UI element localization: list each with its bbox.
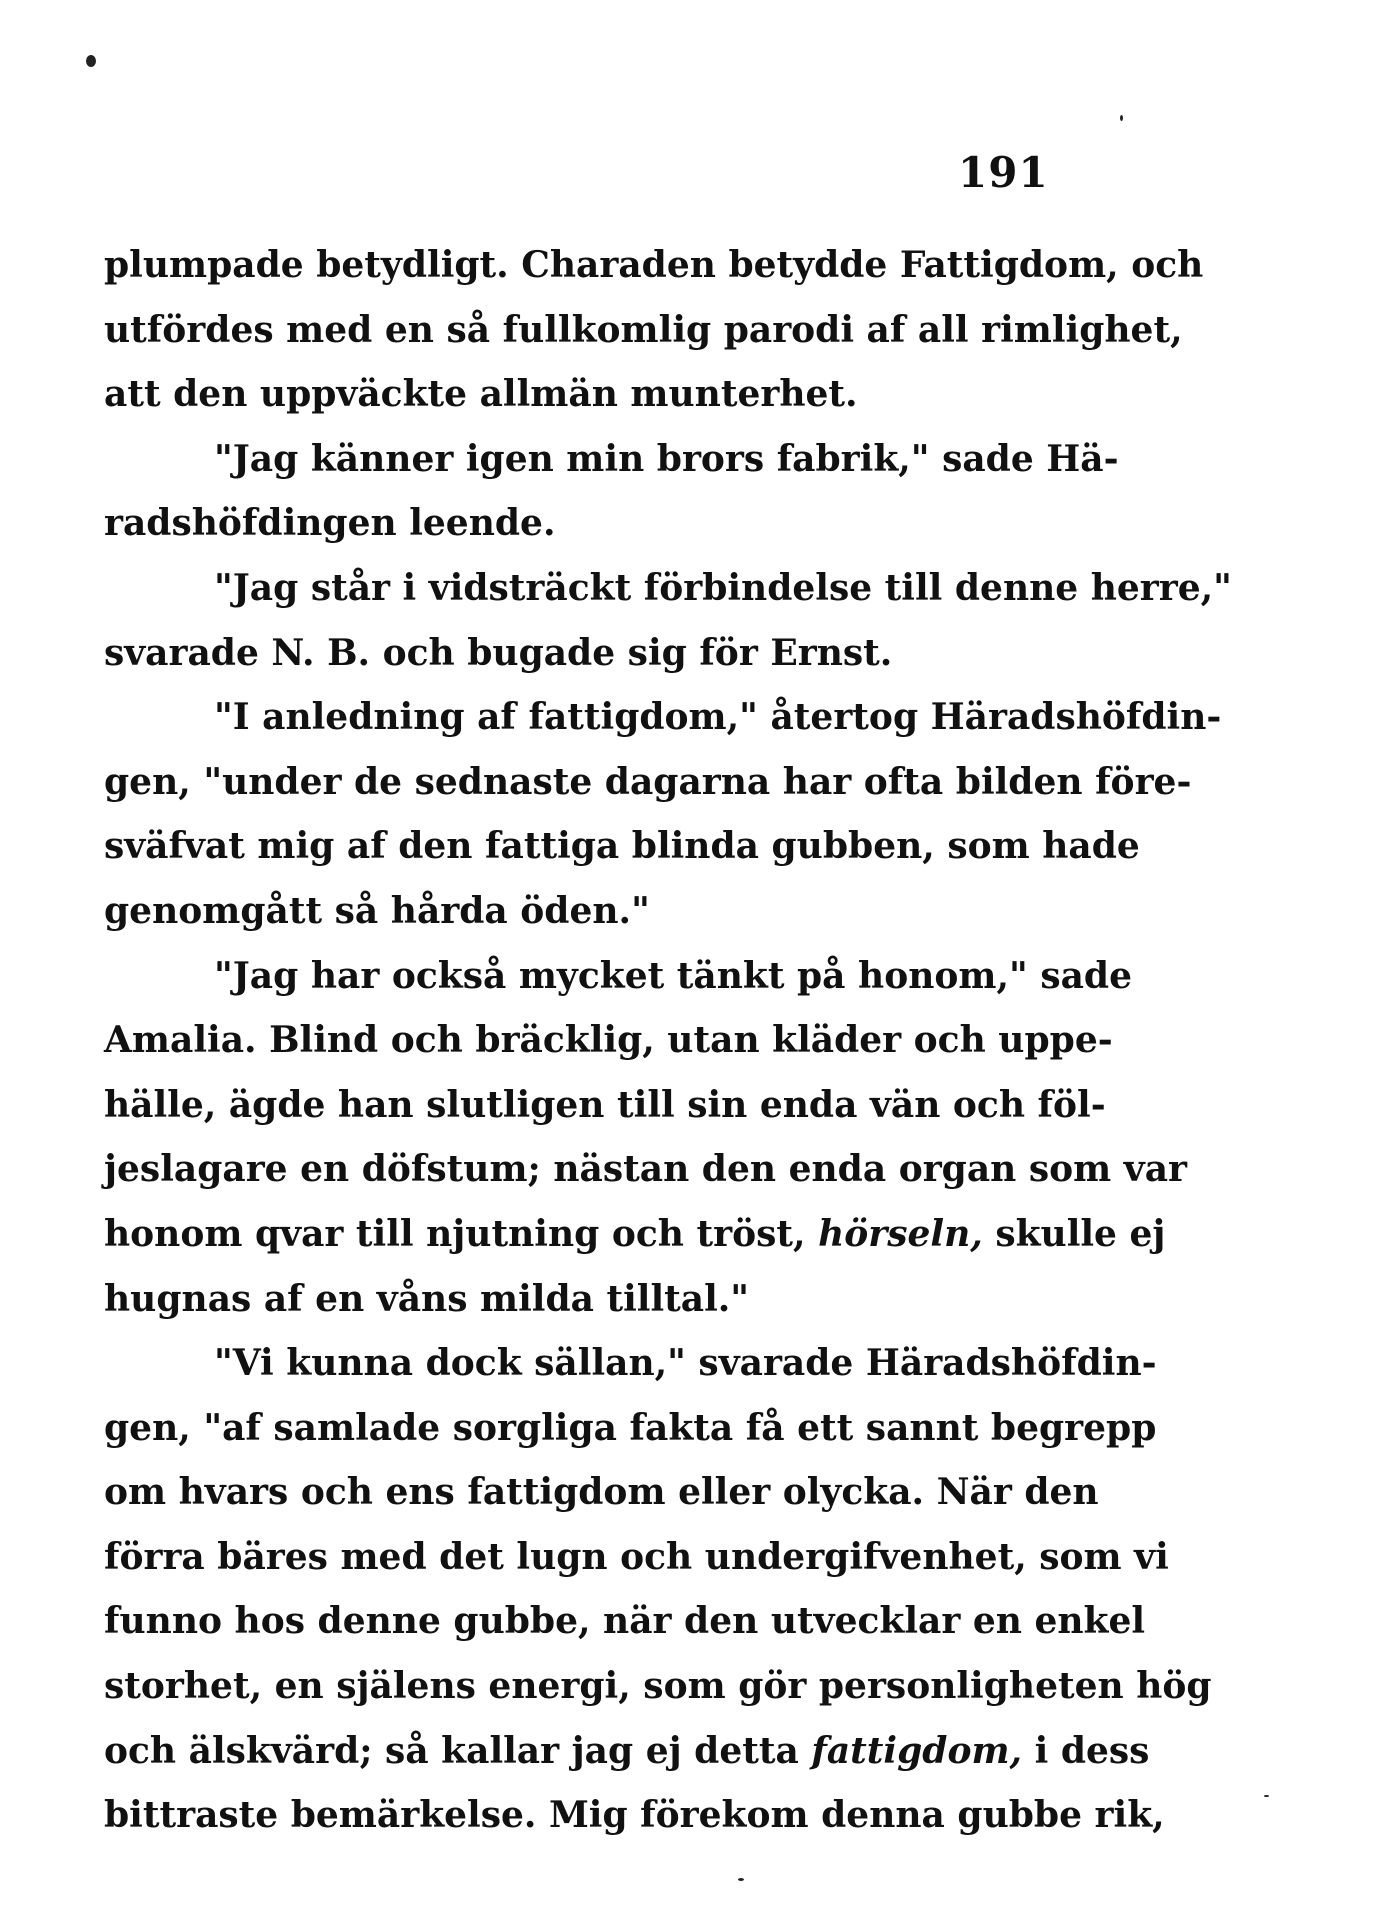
text-line: hugnas af en våns milda tilltal." xyxy=(104,1277,750,1320)
text-line: radshöfdingen leende. xyxy=(104,502,556,545)
text-line: svarade N. B. och bugade sig för Ernst. xyxy=(104,631,893,674)
text-line: "Jag har också mycket tänkt på honom," sade xyxy=(214,954,1132,997)
text-segment: i dess xyxy=(1022,1729,1150,1772)
text-segment: honom qvar till njutning och tröst, xyxy=(104,1212,806,1255)
italic-word: hörseln, xyxy=(818,1212,983,1255)
body-text xyxy=(104,233,1232,1848)
text-line: att den uppväckte allmän munterhet. xyxy=(104,373,858,416)
text-line-with-italic xyxy=(104,1719,1150,1784)
italic-word: fattigdom, xyxy=(811,1729,1023,1772)
text-line: "I anledning af fattigdom," återtog Häradshöfdin- xyxy=(214,696,1222,739)
text-segment: och älskvärd; så kallar jag ej detta xyxy=(104,1729,799,1772)
text-line: plumpade betydligt. Charaden betydde Fattigdom, och xyxy=(104,244,1204,286)
text-line: funno hos denne gubbe, när den utvecklar en enkel xyxy=(104,1600,1146,1643)
page-number: 191 xyxy=(958,148,1049,197)
text-line: gen, "af samlade sorgliga fakta få ett sannt begrepp xyxy=(104,1406,1157,1449)
scan-speck xyxy=(738,1878,744,1881)
text-line: genomgått så hårda öden." xyxy=(104,889,650,932)
text-segment: skulle ej xyxy=(982,1212,1166,1255)
text-line: "Vi kunna dock sällan," svarade Häradshöfdin- xyxy=(214,1342,1157,1385)
scan-speck xyxy=(1120,115,1123,121)
text-line: hälle, ägde han slutligen till sin enda vän och föl- xyxy=(104,1083,1106,1126)
text-line: jeslagare en döfstum; nästan den enda organ som var xyxy=(104,1148,1187,1191)
text-line: storhet, en själens energi, som gör personligheten hög xyxy=(104,1665,1212,1708)
text-line: "Jag står i vidsträckt förbindelse till denne herre," xyxy=(214,566,1232,609)
text-line: bittraste bemärkelse. Mig förekom denna gubbe rik, xyxy=(104,1794,1165,1837)
text-line: Amalia. Blind och bräcklig, utan kläder och uppe- xyxy=(104,1019,1113,1062)
text-line: gen, "under de sednaste dagarna har ofta bilden före- xyxy=(104,760,1192,803)
text-line: om hvars och ens fattigdom eller olycka. När den xyxy=(104,1471,1099,1514)
text-line: "Jag känner igen min brors fabrik," sade Hä- xyxy=(214,437,1119,480)
scan-speck xyxy=(86,55,96,67)
text-line: utfördes med en så fullkomlig parodi af all rimlighet, xyxy=(104,308,1183,351)
text-line: förra bäres med det lugn och undergifvenhet, som vi xyxy=(104,1535,1169,1578)
text-line: sväfvat mig af den fattiga blinda gubben, som hade xyxy=(104,825,1140,868)
text-line-with-italic xyxy=(104,1202,1166,1267)
scan-speck xyxy=(1264,1795,1269,1797)
